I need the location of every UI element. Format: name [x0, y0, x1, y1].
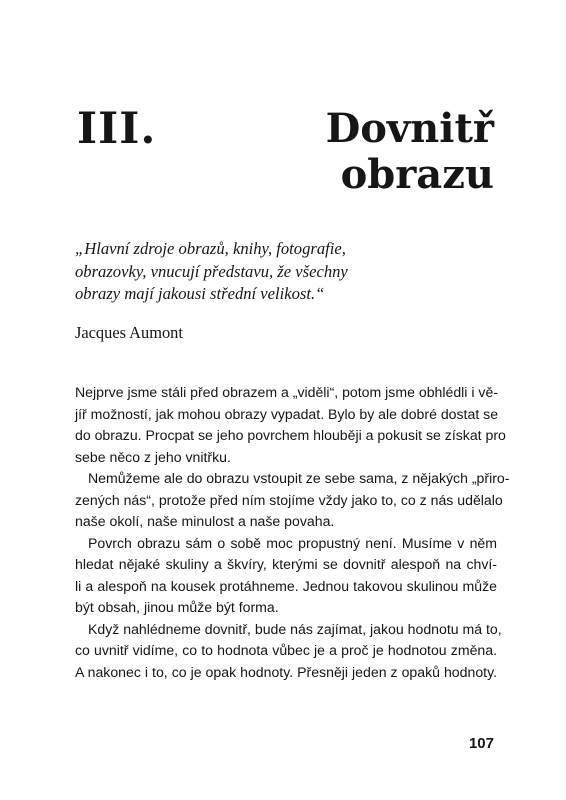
chapter-title-line: obrazu: [340, 151, 494, 198]
epigraph-quote: [75, 238, 505, 306]
epigraph-line: obrazy mají jakousi střední velikost.“: [75, 284, 325, 303]
body-line: naše okolí, naše minulost a naše povaha.: [75, 513, 335, 529]
body-text: [75, 382, 510, 683]
chapter-title: [234, 106, 494, 198]
body-line: A nakonec i to, co je opak hodnoty. Přesněji jeden z opaků hodnoty.: [75, 663, 497, 680]
body-line: hledat nějaké skuliny a škvíry, kterými se dovnitř alespoň na chví-: [75, 556, 497, 572]
body-line: Nejprve jsme stáli před obrazem a „viděli“, potom jsme obhlédli i vě-: [75, 384, 498, 400]
epigraph-line: obrazovky, vnucují představu, že všechny: [75, 261, 348, 281]
chapter-title-line: Dovnitř: [325, 105, 494, 152]
body-line: do obrazu. Procpat se jeho povrchem hlouběji a pokusit se získat pro: [75, 427, 506, 443]
body-line: jíř možností, jak mohou obrazy vypadat. Bylo by ale dobré dostat se: [75, 405, 499, 422]
body-line: zených nás“, protože před ním stojíme vždy jako to, co z nás udělalo: [75, 491, 503, 508]
epigraph-author: Jacques Aumont: [75, 323, 183, 342]
body-line: sebe něco z jeho vnitřku.: [75, 448, 231, 465]
body-line: Když nahlédneme dovnitř, bude nás zajímat, jakou hodnotu má to,: [88, 620, 502, 637]
body-line: li a alespoň na kousek protáhneme. Jednou takovou skulinou může: [75, 577, 497, 594]
body-line: co uvnitř vidíme, co to hodnota vůbec je a proč je hodnotou změna.: [75, 642, 497, 658]
body-line: Nemůžeme ale do obrazu vstoupit ze sebe sama, z nějakých „přiro-: [88, 470, 510, 486]
page-number: 107: [468, 735, 494, 752]
body-line: Povrch obrazu sám o sobě moc propustný není. Musíme v něm: [88, 534, 497, 551]
chapter-number: III.: [77, 104, 157, 154]
epigraph-line: „Hlavní zdroje obrazů, knihy, fotografie,: [75, 239, 346, 258]
body-line: být obsah, jinou může být forma.: [75, 599, 279, 615]
